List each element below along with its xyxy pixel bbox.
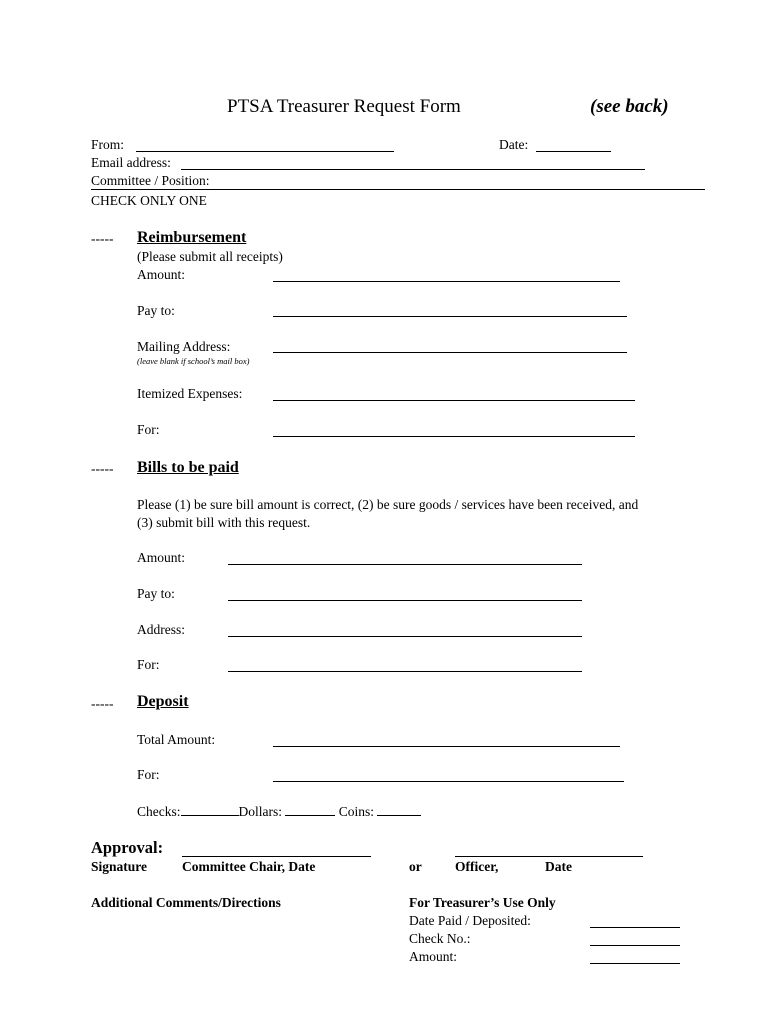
- from-label: From:: [91, 137, 125, 152]
- email-label: Email address:: [91, 155, 171, 170]
- treasurer-amount-label: Amount:: [409, 949, 458, 964]
- officer-label: Officer,: [455, 859, 499, 874]
- signature-label: Signature: [91, 859, 148, 874]
- dollars-field[interactable]: [285, 803, 335, 816]
- checks-label: Checks:: [137, 804, 181, 819]
- bills-for-field[interactable]: [228, 671, 582, 672]
- email-field[interactable]: [181, 169, 645, 170]
- coins-field[interactable]: [377, 803, 421, 816]
- deposit-total-amount-label: Total Amount:: [137, 732, 216, 747]
- coins-label: Coins:: [338, 804, 375, 819]
- deposit-for-label: For:: [137, 767, 160, 782]
- reimbursement-checkbox[interactable]: -----: [91, 231, 114, 246]
- bills-heading: Bills to be paid: [137, 459, 239, 476]
- bills-amount-field[interactable]: [228, 564, 582, 565]
- mailing-address-field[interactable]: [273, 352, 627, 353]
- form-title: PTSA Treasurer Request Form: [227, 96, 461, 117]
- deposit-checkbox[interactable]: -----: [91, 696, 114, 711]
- committee-chair-signature-field[interactable]: [182, 856, 371, 857]
- from-field[interactable]: [136, 151, 394, 152]
- reimbursement-pay-to-field[interactable]: [273, 316, 627, 317]
- bills-checkbox[interactable]: -----: [91, 461, 114, 476]
- itemized-expenses-field[interactable]: [273, 400, 635, 401]
- mailing-address-label: Mailing Address:: [137, 339, 231, 354]
- reimbursement-for-field[interactable]: [273, 436, 635, 437]
- bills-address-label: Address:: [137, 622, 185, 637]
- dollars-label: Dollars:: [238, 804, 282, 819]
- date-label: Date:: [499, 137, 529, 152]
- reimbursement-amount-field[interactable]: [273, 281, 620, 282]
- deposit-for-field[interactable]: [273, 781, 624, 782]
- date-field[interactable]: [536, 151, 611, 152]
- bills-address-field[interactable]: [228, 636, 582, 637]
- reimbursement-note: (Please submit all receipts): [137, 249, 283, 264]
- reimbursement-pay-to-label: Pay to:: [137, 303, 175, 318]
- check-no-field[interactable]: [590, 945, 680, 946]
- reimbursement-amount-label: Amount:: [137, 267, 186, 282]
- bills-for-label: For:: [137, 657, 160, 672]
- bills-instructions-line1: Please (1) be sure bill amount is correct, (2) be sure goods / services have been received, and: [137, 497, 639, 512]
- reimbursement-for-label: For:: [137, 422, 160, 437]
- mailing-address-hint: (leave blank if school’s mail box): [137, 356, 250, 366]
- bills-instructions-line2: (3) submit bill with this request.: [137, 515, 311, 530]
- deposit-amounts-row: [137, 803, 421, 820]
- deposit-total-amount-field[interactable]: [273, 746, 620, 747]
- bills-pay-to-field[interactable]: [228, 600, 582, 601]
- officer-date-label: Date: [545, 859, 572, 874]
- officer-signature-field[interactable]: [455, 856, 643, 857]
- committee-position-field[interactable]: [91, 189, 705, 190]
- treasurer-amount-field[interactable]: [590, 963, 680, 964]
- reimbursement-heading: Reimbursement: [137, 229, 247, 246]
- see-back-note: (see back): [590, 96, 669, 117]
- deposit-heading: Deposit: [137, 693, 189, 710]
- date-paid-label: Date Paid / Deposited:: [409, 913, 531, 928]
- approval-heading: Approval:: [91, 838, 164, 857]
- check-no-label: Check No.:: [409, 931, 471, 946]
- bills-amount-label: Amount:: [137, 550, 186, 565]
- additional-comments-label: Additional Comments/Directions: [91, 895, 281, 910]
- or-label: or: [409, 859, 422, 874]
- bills-pay-to-label: Pay to:: [137, 586, 175, 601]
- date-paid-field[interactable]: [590, 927, 680, 928]
- committee-chair-date-label: Committee Chair, Date: [182, 859, 316, 874]
- check-only-one-label: CHECK ONLY ONE: [91, 193, 207, 208]
- checks-field[interactable]: [181, 803, 239, 816]
- committee-position-label: Committee / Position:: [91, 173, 210, 188]
- treasurer-use-heading: For Treasurer’s Use Only: [409, 895, 556, 910]
- itemized-expenses-label: Itemized Expenses:: [137, 386, 243, 401]
